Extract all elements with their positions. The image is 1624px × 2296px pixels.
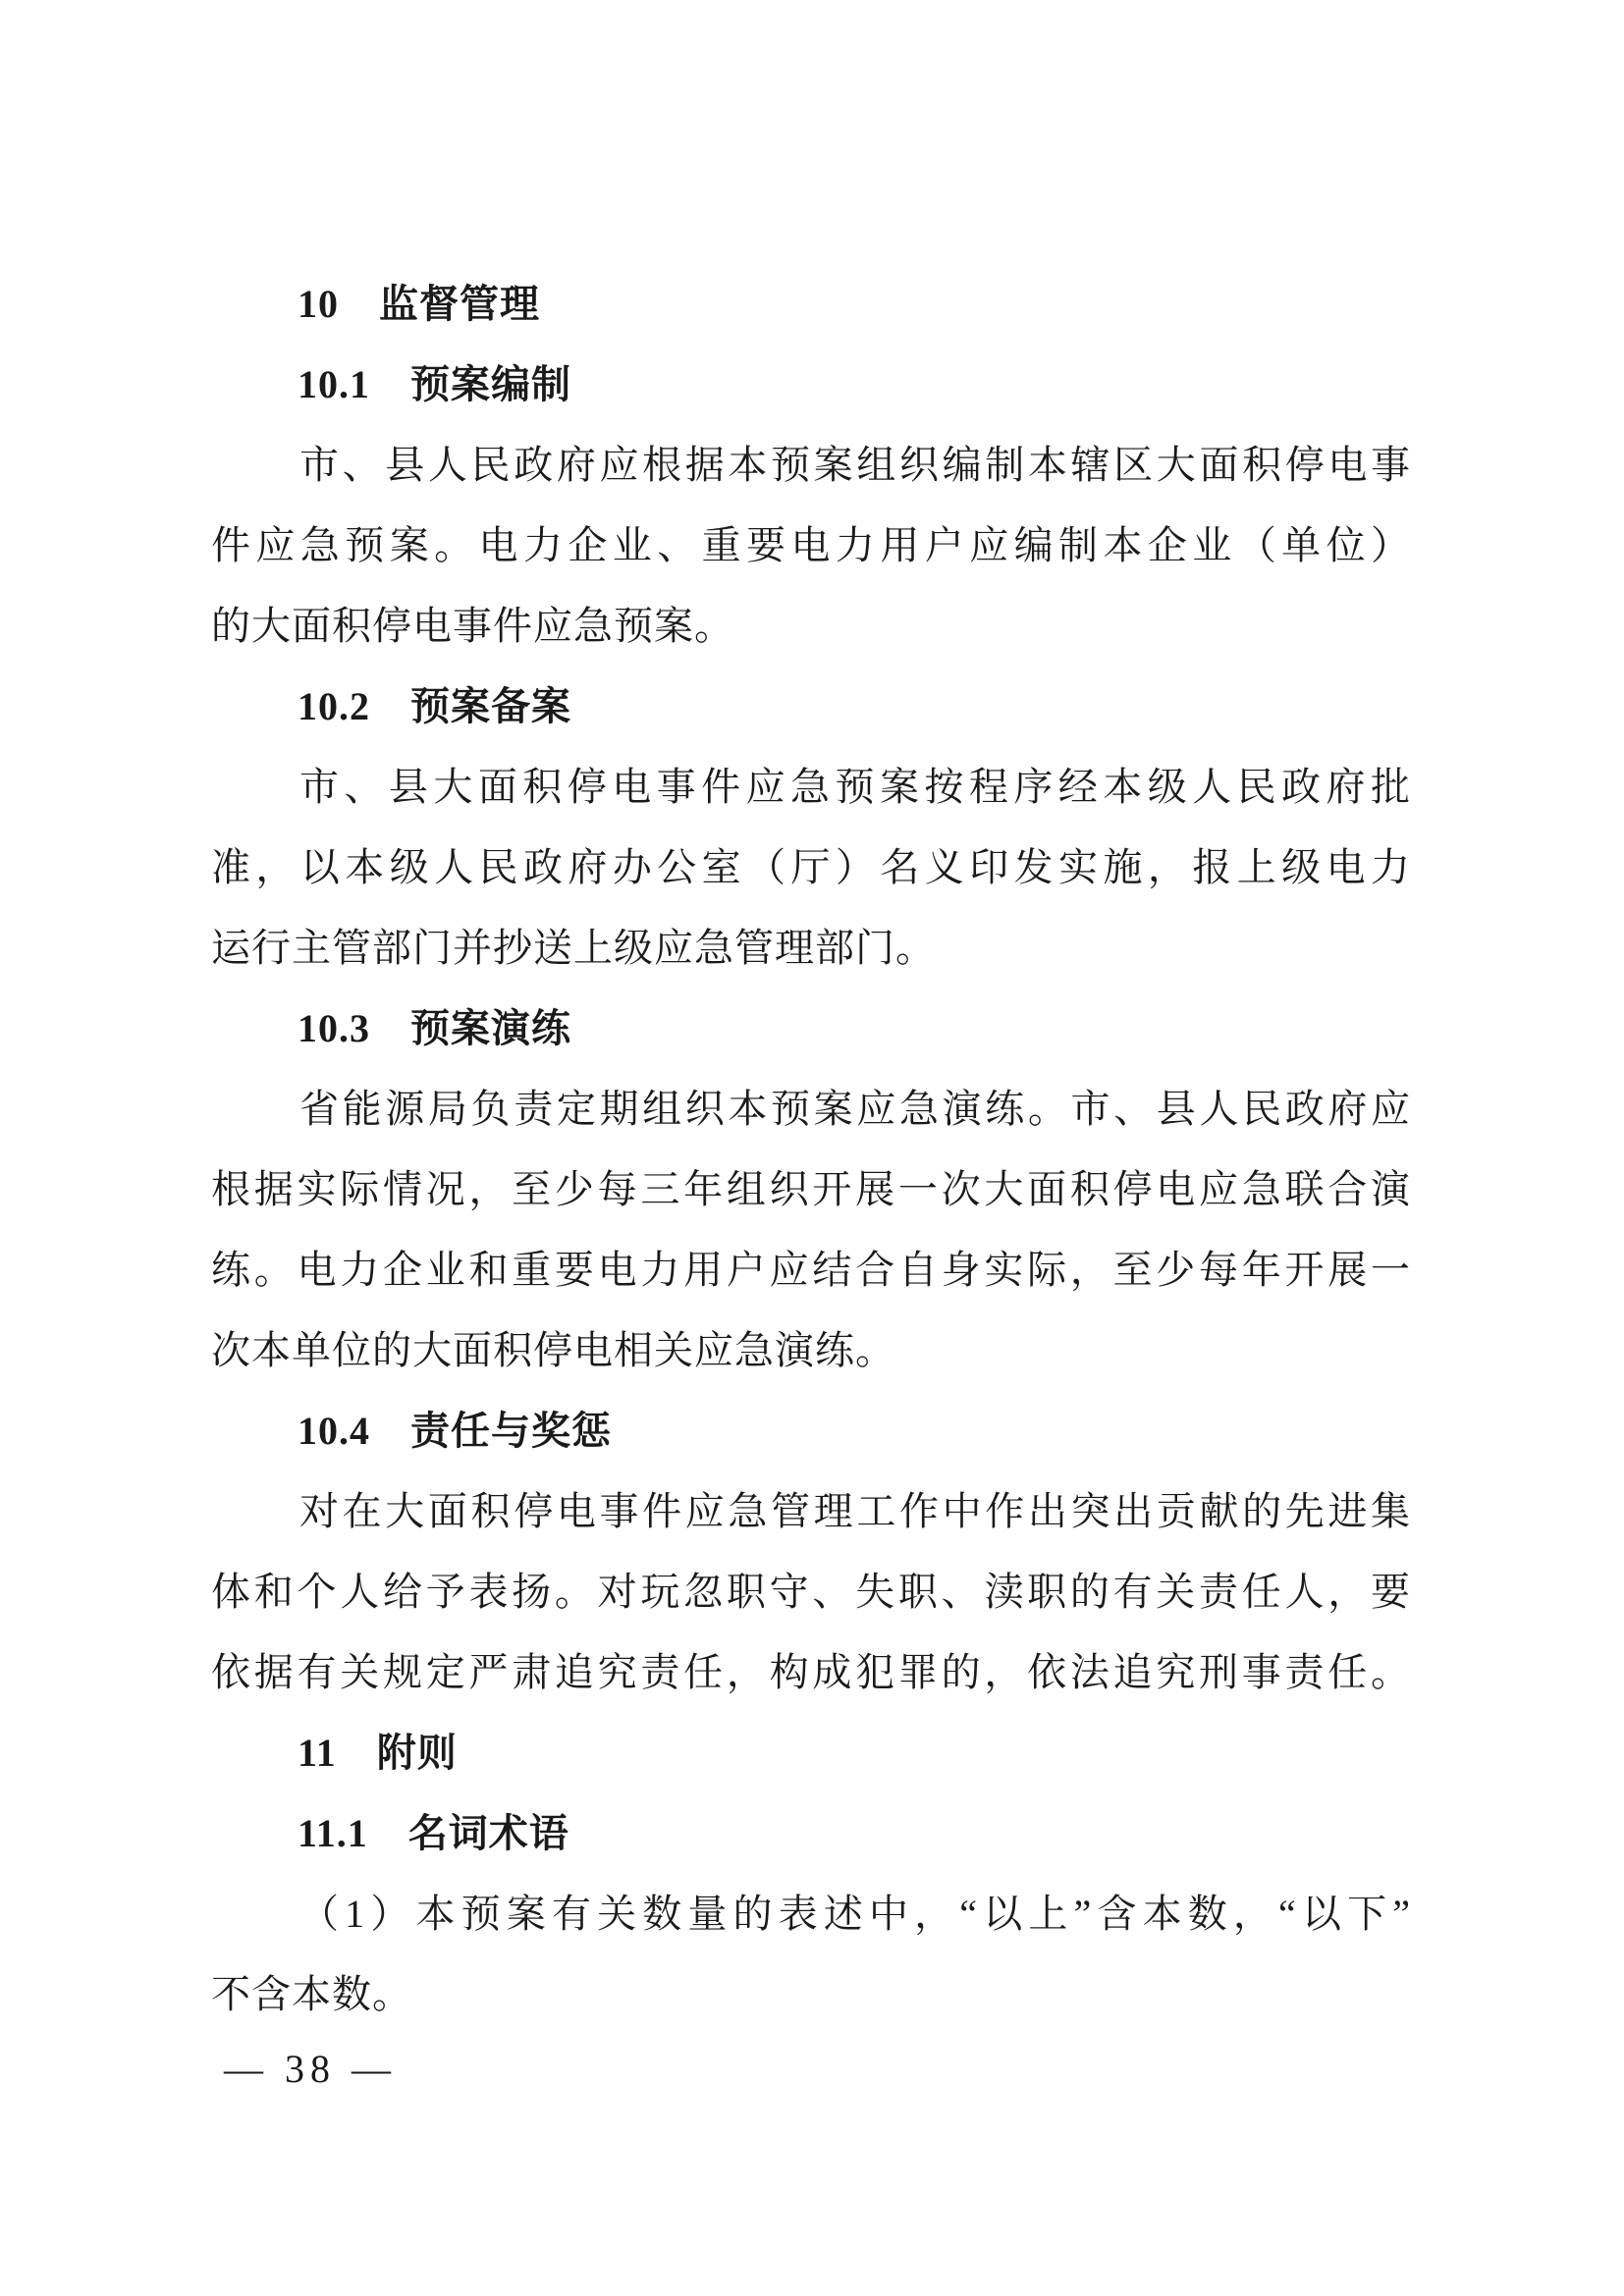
paragraph-line: 体和个人给予表扬。对玩忽职守、失职、渎职的有关责任人，要 [211, 1570, 1411, 1614]
paragraph-line: 准，以本级人民政府办公室（厅）名义印发实施，报上级电力 [211, 845, 1411, 889]
paragraph-line: 次本单位的大面积停电相关应急演练。 [211, 1328, 895, 1372]
section-heading: 10 监督管理 [298, 282, 540, 326]
paragraph-line: 不含本数。 [211, 1972, 412, 2016]
paragraph-line: 对在大面积停电事件应急管理工作中作出突出贡献的先进集 [299, 1489, 1411, 1533]
paragraph-line: 练。电力企业和重要电力用户应结合自身实际，至少每年开展一 [211, 1248, 1411, 1292]
paragraph-line: 件应急预案。电力企业、重要电力用户应编制本企业（单位） [211, 523, 1411, 567]
paragraph-line: 市、县人民政府应根据本预案组织编制本辖区大面积停电事 [299, 443, 1411, 487]
paragraph-line: 运行主管部门并抄送上级应急管理部门。 [211, 926, 936, 970]
section-heading: 11 附则 [298, 1731, 458, 1775]
section-heading: 10.1 预案编制 [298, 362, 571, 406]
text-lines [211, 264, 1411, 2035]
paragraph-line: 的大面积停电事件应急预案。 [211, 604, 734, 648]
paragraph-line: 根据实际情况，至少每三年组织开展一次大面积停电应急联合演 [211, 1167, 1411, 1211]
section-heading: 10.3 预案演练 [298, 1006, 571, 1050]
paragraph-line: 依据有关规定严肃追究责任，构成犯罪的，依法追究刑事责任。 [211, 1650, 1411, 1694]
paragraph-line: 省能源局负责定期组织本预案应急演练。市、县人民政府应 [299, 1087, 1411, 1131]
paragraph-line: 市、县大面积停电事件应急预案按程序经本级人民政府批 [299, 765, 1411, 809]
section-heading: 11.1 名词术语 [298, 1811, 569, 1855]
section-heading: 10.2 预案备案 [298, 684, 571, 728]
page-number: — 38 — [224, 2047, 397, 2091]
section-heading: 10.4 责任与奖惩 [298, 1409, 612, 1453]
paragraph-line: （1）本预案有关数量的表述中，“以上”含本数，“以下” [299, 1892, 1411, 1936]
